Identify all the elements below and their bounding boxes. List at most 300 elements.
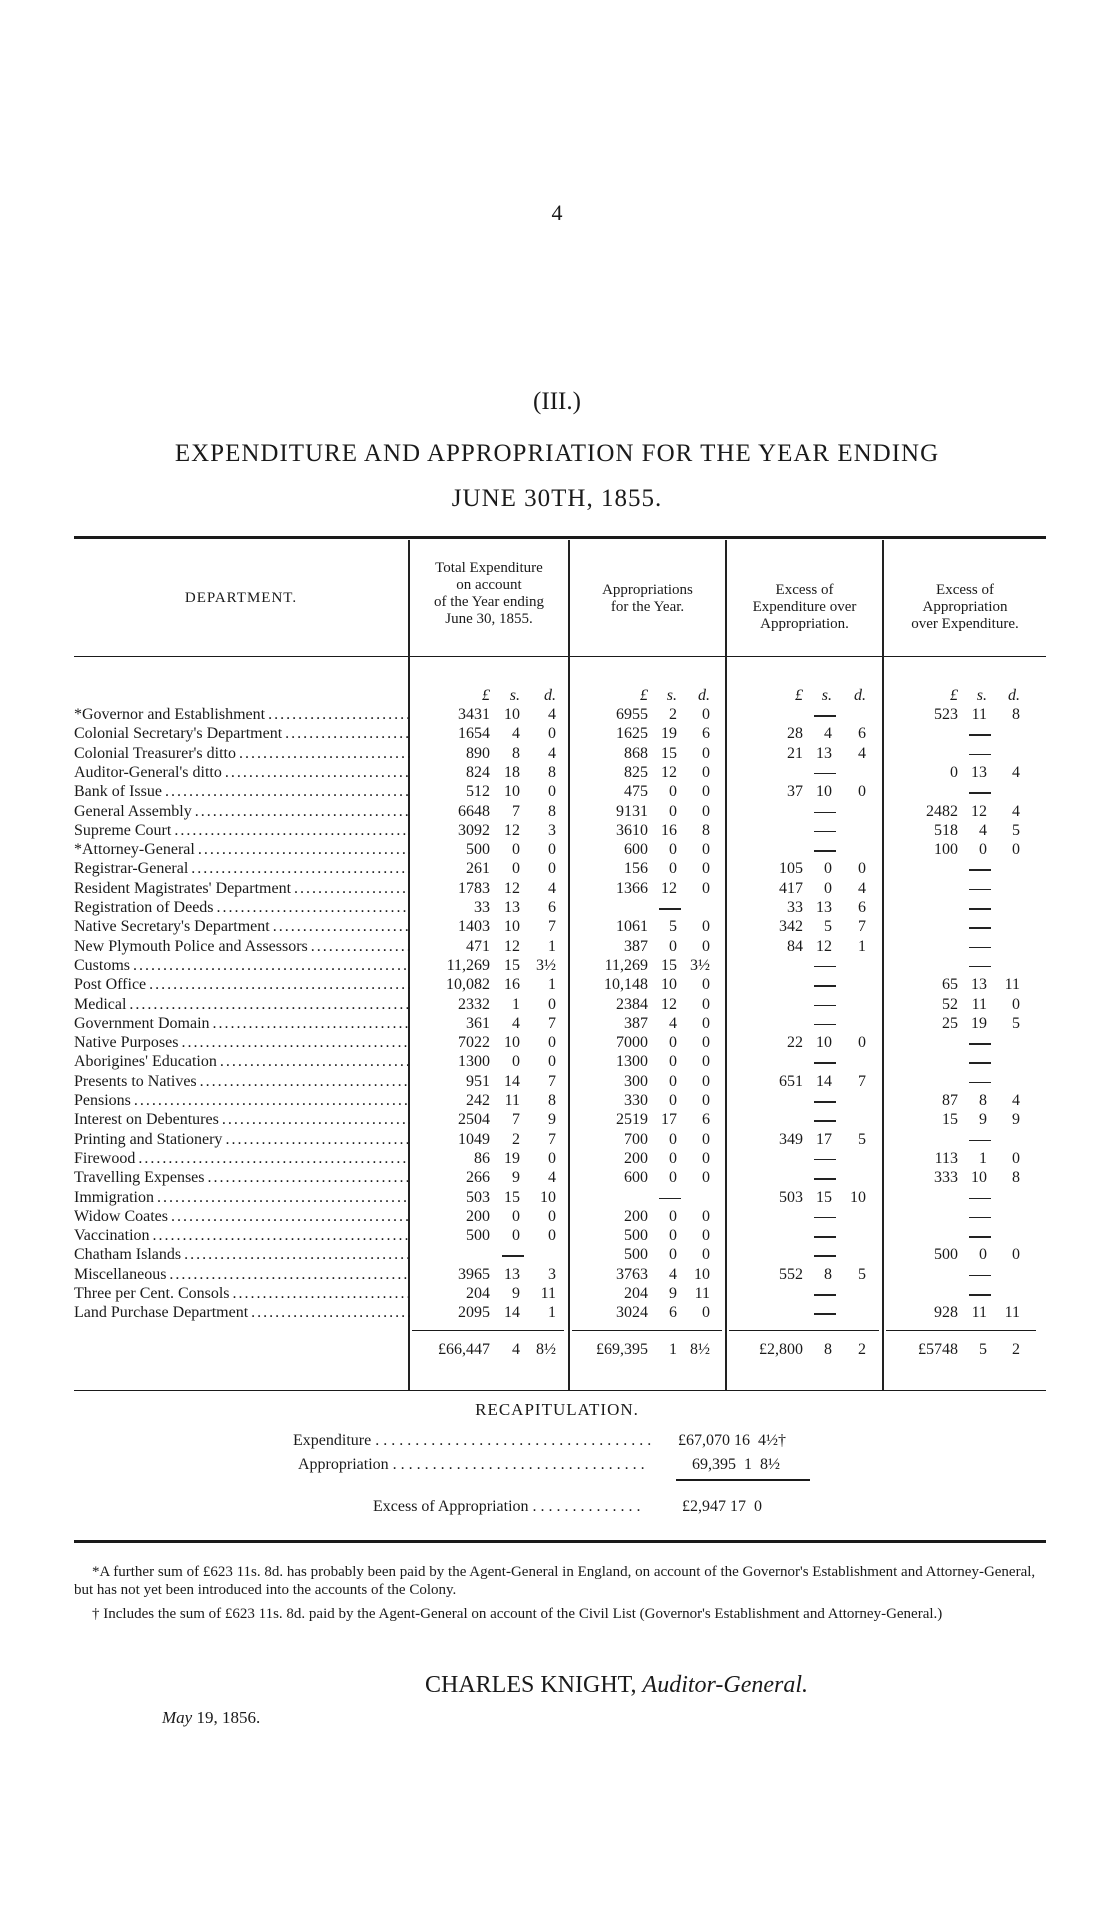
exp-pounds: 503	[466, 1188, 490, 1206]
app-pence: 0	[702, 976, 710, 994]
app-shillings: 17	[661, 1111, 677, 1129]
department-name: Pensions . . .	[74, 1091, 410, 1110]
ee-pence: 6	[858, 899, 866, 916]
ea-pounds: 523	[934, 706, 958, 723]
exp-shillings: 13	[504, 899, 520, 916]
dash-nil	[969, 1062, 991, 1064]
exp-pounds: 951	[466, 1072, 490, 1090]
dash-nil	[969, 734, 991, 736]
dash-nil	[969, 1217, 991, 1219]
ee-pence: 0	[858, 860, 866, 878]
exp-pence: 4	[548, 1169, 556, 1187]
ee-pounds: 105	[779, 860, 803, 878]
exp-pence: 6	[548, 899, 556, 916]
app-shillings: 5	[669, 918, 677, 936]
dash-nil	[969, 1198, 991, 1200]
table-row	[0, 821, 1114, 840]
ea-pounds: £5748	[918, 1341, 958, 1358]
app-shillings: 0	[669, 841, 677, 859]
app-pence: 0	[702, 995, 710, 1013]
exp-shillings: 10	[504, 918, 520, 936]
app-pounds: 200	[624, 1149, 648, 1167]
dash-nil	[969, 927, 991, 929]
exp-shillings: 16	[504, 976, 520, 994]
dash-nil	[659, 1198, 681, 1200]
ee-shillings: 10	[816, 1034, 832, 1052]
footnote-2: † Includes the sum of £623 11s. 8d. paid by the Agent-General on account of the Civil List (Governor's Establishment and Attorney-General.)	[92, 1606, 943, 1622]
app-pence: 0	[702, 1304, 710, 1322]
ea-pence: 0	[1012, 1246, 1020, 1264]
app-pounds: 1300	[616, 1053, 648, 1071]
ee-pence: 2	[858, 1341, 866, 1358]
header-rule	[74, 656, 1046, 657]
app-pence: 10	[694, 1265, 710, 1283]
exp-pence: 1	[548, 937, 556, 955]
exp-shillings: 15	[504, 956, 520, 974]
table-row	[0, 1072, 1114, 1091]
exp-pounds: 512	[466, 783, 490, 801]
recap-expenditure-value: £67,070 16 4½†	[678, 1432, 786, 1449]
table-row	[0, 782, 1114, 801]
dash-nil	[502, 1255, 524, 1257]
ee-shillings: 15	[816, 1188, 832, 1206]
title-line-1: EXPENDITURE AND APPROPRIATION FOR THE YEAR ENDING	[174, 440, 940, 467]
exp-pounds: 890	[466, 744, 490, 762]
table-row	[0, 840, 1114, 859]
app-shillings: 9	[669, 1285, 677, 1302]
exp-shillings: 11	[504, 1092, 520, 1109]
app-pounds: 1366	[616, 879, 648, 897]
app-pence: 11	[694, 1285, 710, 1302]
department-name: Bank of Issue . . .	[74, 782, 410, 801]
ee-pence: 0	[858, 1034, 866, 1052]
app-pounds: 2384	[616, 995, 648, 1013]
label: Appropriation	[298, 1456, 389, 1473]
ee-pence: 10	[850, 1188, 866, 1206]
table-row	[0, 917, 1114, 936]
exp-pence: 0	[548, 1053, 556, 1071]
department-name: Three per Cent. Consols . . .	[74, 1284, 410, 1303]
dash-nil	[969, 754, 991, 756]
ea-pence: 0	[1012, 841, 1020, 859]
exp-pence: 0	[548, 841, 556, 859]
table-row	[0, 1303, 1114, 1322]
exp-pence: 3	[548, 1265, 556, 1283]
ea-pounds: 52	[942, 995, 958, 1013]
header-total-expenditure	[410, 560, 568, 628]
app-shillings: 4	[669, 1014, 677, 1032]
department-name: Land Purchase Department . . .	[74, 1303, 410, 1322]
ee-shillings: 13	[816, 744, 832, 762]
dash-nil	[814, 1101, 836, 1103]
dash-nil	[814, 1024, 836, 1026]
app-pounds: 300	[624, 1072, 648, 1090]
app-pence: 0	[702, 1034, 710, 1052]
app-pounds: 10,148	[604, 976, 648, 994]
app-shillings: 0	[669, 1246, 677, 1264]
app-pence: 0	[702, 1053, 710, 1071]
app-shillings: 0	[669, 802, 677, 820]
app-pence: 0	[702, 1246, 710, 1264]
exp-pence: 9	[548, 1111, 556, 1129]
app-pounds: 1625	[616, 725, 648, 743]
exp-pounds: 1403	[458, 918, 490, 936]
app-pounds: 9131	[616, 802, 648, 820]
app-pence: 0	[702, 1227, 710, 1245]
exp-shillings: 0	[512, 1207, 520, 1225]
unit-shilling: s.	[666, 687, 677, 704]
app-pounds: 1061	[616, 918, 648, 936]
department-name: Immigration . . .	[74, 1188, 410, 1207]
ee-pence: 4	[858, 879, 866, 897]
header-line: Excess of	[775, 582, 834, 598]
ea-pounds: 0	[950, 763, 958, 781]
app-pounds: 204	[624, 1285, 648, 1302]
exp-shillings: 12	[504, 821, 520, 839]
table-row	[0, 1091, 1114, 1110]
totals-row	[0, 1340, 1114, 1359]
exp-shillings: 10	[504, 783, 520, 801]
unit-pound: £	[795, 687, 803, 704]
department-name: Presents to Natives . . .	[74, 1072, 410, 1091]
department-name: Aborigines' Education . . .	[74, 1052, 410, 1071]
unit-shilling: s.	[509, 687, 520, 704]
exp-shillings: 19	[504, 1149, 520, 1167]
app-pence: 0	[702, 1207, 710, 1225]
ee-shillings: 5	[824, 918, 832, 936]
ee-pence: 5	[858, 1265, 866, 1283]
exp-pence: 0	[548, 1227, 556, 1245]
table-row	[0, 1265, 1114, 1284]
footnote-rule	[74, 1540, 1046, 1543]
app-pounds: 475	[624, 783, 648, 801]
header-line: Expenditure over	[752, 599, 857, 615]
app-pence: 0	[702, 1149, 710, 1167]
department-name: Post Office . . .	[74, 975, 410, 994]
recap-expenditure-label: Expenditure . . . . . . . . . . . . . . . . . . . . . . . . . . . . . . . . . . .	[293, 1432, 652, 1449]
page-number: 4	[551, 200, 563, 225]
dash-nil	[969, 889, 991, 891]
ea-pence: 4	[1012, 763, 1020, 781]
ea-shillings: 13	[971, 976, 987, 994]
department-name: Resident Magistrates' Department . . .	[74, 879, 410, 898]
exp-shillings: 7	[512, 1111, 520, 1129]
app-pounds: 156	[624, 860, 648, 878]
table-row	[0, 879, 1114, 898]
ee-pence: 1	[858, 937, 866, 955]
units-row	[0, 686, 1114, 705]
app-pounds: 387	[624, 937, 648, 955]
dash-nil	[814, 812, 836, 814]
app-shillings: 12	[661, 763, 677, 781]
app-pounds: £69,395	[596, 1341, 648, 1358]
app-shillings: 0	[669, 1072, 677, 1090]
exp-pounds: 1300	[458, 1053, 490, 1071]
exp-pence: 1	[548, 1304, 556, 1322]
header-line: for the Year.	[610, 599, 685, 615]
exp-pounds: 361	[466, 1014, 490, 1032]
recap-rule	[676, 1479, 810, 1481]
department-name: General Assembly . . .	[74, 802, 410, 821]
app-pounds: 200	[624, 1207, 648, 1225]
app-pence: 0	[702, 937, 710, 955]
ee-shillings: 4	[824, 725, 832, 743]
ea-pounds: 65	[942, 976, 958, 994]
dash-nil	[969, 1236, 991, 1238]
exp-pence: 8	[548, 1092, 556, 1109]
app-pence: 3½	[690, 956, 710, 974]
dash-nil	[659, 908, 681, 910]
table-row	[0, 1188, 1114, 1207]
app-pence: 6	[702, 725, 710, 743]
ee-shillings: 14	[816, 1072, 832, 1090]
exp-shillings: 9	[512, 1169, 520, 1187]
app-shillings: 0	[669, 1149, 677, 1167]
exp-pounds: 2504	[458, 1111, 490, 1129]
department-name: Travelling Expenses . . .	[74, 1168, 410, 1187]
app-pounds: 330	[624, 1092, 648, 1109]
department-name: Interest on Debentures . . .	[74, 1110, 410, 1129]
exp-pounds: 3965	[458, 1265, 490, 1283]
unit-pence: d.	[854, 687, 866, 704]
header-department: DEPARTMENT.	[184, 590, 298, 606]
department-name: Firewood . . .	[74, 1149, 410, 1168]
signature-name: CHARLES KNIGHT,	[425, 1672, 637, 1698]
table-row	[0, 1033, 1114, 1052]
dash-nil	[969, 1294, 991, 1296]
ea-pence: 0	[1012, 1149, 1020, 1167]
unit-pence: d.	[1008, 687, 1020, 704]
ee-pounds: 349	[779, 1130, 803, 1148]
dash-nil	[969, 869, 991, 871]
recap-excess-label: Excess of Appropriation . . . . . . . . . . . . . .	[373, 1498, 641, 1515]
app-pounds: 11,269	[604, 956, 648, 974]
exp-pounds: 1049	[458, 1130, 490, 1148]
title-line-2: JUNE 30TH, 1855.	[451, 485, 663, 512]
total-rule	[886, 1330, 1036, 1331]
app-pence: 0	[702, 1169, 710, 1187]
exp-pence: 4	[548, 706, 556, 723]
ee-shillings: 17	[816, 1130, 832, 1148]
ea-shillings: 19	[971, 1014, 987, 1032]
exp-pence: 0	[548, 725, 556, 743]
app-pounds: 825	[624, 763, 648, 781]
app-shillings: 0	[669, 1034, 677, 1052]
app-shillings: 0	[669, 1092, 677, 1109]
dash-nil	[969, 1043, 991, 1045]
app-pence: 0	[702, 1014, 710, 1032]
ee-pence: 0	[858, 783, 866, 801]
department-name: Native Secretary's Department . . .	[74, 917, 410, 936]
app-shillings: 19	[661, 725, 677, 743]
department-name: Native Purposes . . .	[74, 1033, 410, 1052]
app-pence: 8	[702, 821, 710, 839]
ee-pence: 5	[858, 1130, 866, 1148]
ea-pence: 8	[1012, 1169, 1020, 1187]
unit-pound: £	[640, 687, 648, 704]
exp-pence: 0	[548, 1149, 556, 1167]
ea-shillings: 0	[979, 1246, 987, 1264]
exp-pounds: 824	[466, 763, 490, 781]
exp-shillings: 0	[512, 1053, 520, 1071]
app-shillings: 0	[669, 1227, 677, 1245]
dash-nil	[814, 1236, 836, 1238]
exp-pounds: 204	[466, 1285, 490, 1302]
ea-shillings: 10	[971, 1169, 987, 1187]
app-pounds: 868	[624, 744, 648, 762]
ea-pounds: 928	[934, 1304, 958, 1322]
ea-shillings: 1	[979, 1149, 987, 1167]
department-name: Auditor-General's ditto . . .	[74, 763, 410, 782]
exp-pounds: 11,269	[446, 956, 490, 974]
ee-pence: 6	[858, 725, 866, 743]
exp-shillings: 12	[504, 937, 520, 955]
exp-pounds: 471	[466, 937, 490, 955]
dash-nil	[814, 831, 836, 833]
app-shillings: 15	[661, 744, 677, 762]
exp-pounds: 242	[466, 1092, 490, 1109]
unit-pound: £	[482, 687, 490, 704]
exp-pounds: 2332	[458, 995, 490, 1013]
dash-nil	[969, 947, 991, 949]
department-name: Widow Coates . . .	[74, 1207, 410, 1226]
exp-shillings: 13	[504, 1265, 520, 1283]
label: Excess of Appropriation	[373, 1498, 529, 1515]
header-excess-expenditure	[727, 582, 882, 633]
exp-pence: 8	[548, 802, 556, 820]
app-shillings: 0	[669, 937, 677, 955]
table-row	[0, 705, 1114, 724]
header-line: Appropriations	[602, 582, 693, 598]
app-pence: 0	[702, 918, 710, 936]
table-row	[0, 744, 1114, 763]
unit-pence: d.	[544, 687, 556, 704]
dash-nil	[814, 850, 836, 852]
table-row	[0, 1245, 1114, 1264]
total-rule	[412, 1330, 564, 1331]
ea-pence: 2	[1012, 1341, 1020, 1358]
exp-shillings: 10	[504, 706, 520, 723]
header-excess-appropriation	[884, 582, 1046, 633]
exp-pounds: 261	[466, 860, 490, 878]
ea-pounds: 500	[934, 1246, 958, 1264]
app-pence: 0	[702, 841, 710, 859]
exp-pence: 4	[548, 879, 556, 897]
app-pence: 0	[702, 1072, 710, 1090]
app-pence: 0	[702, 744, 710, 762]
exp-shillings: 14	[504, 1304, 520, 1322]
unit-pound: £	[950, 687, 958, 704]
ea-pounds: 100	[934, 841, 958, 859]
ee-shillings: 12	[816, 937, 832, 955]
exp-pence: 8	[548, 763, 556, 781]
dash-nil	[814, 1217, 836, 1219]
department-name: Medical . . .	[74, 995, 410, 1014]
app-pounds: 2519	[616, 1111, 648, 1129]
app-pence: 0	[702, 879, 710, 897]
unit-pence: d.	[698, 687, 710, 704]
exp-pence: 8½	[536, 1341, 556, 1358]
header-line: Appropriation.	[760, 616, 849, 632]
exp-shillings: 12	[504, 879, 520, 897]
ea-shillings: 4	[979, 821, 987, 839]
ea-pounds: 2482	[926, 802, 958, 820]
department-name: Miscellaneous . . .	[74, 1265, 410, 1284]
app-shillings: 0	[669, 860, 677, 878]
department-name: Government Domain . . .	[74, 1014, 410, 1033]
ea-pence: 11	[1004, 976, 1020, 994]
exp-pence: 7	[548, 1014, 556, 1032]
ea-pounds: 518	[934, 821, 958, 839]
ea-pence: 4	[1012, 1092, 1020, 1109]
app-pence: 0	[702, 1130, 710, 1148]
dash-nil	[814, 1062, 836, 1064]
dash-nil	[814, 1313, 836, 1315]
ea-pounds: 113	[934, 1149, 958, 1167]
exp-pence: 0	[548, 860, 556, 878]
exp-pence: 0	[548, 995, 556, 1013]
department-name: New Plymouth Police and Assessors . . .	[74, 937, 410, 956]
app-pounds: 3610	[616, 821, 648, 839]
dash-nil	[814, 1294, 836, 1296]
dash-nil	[969, 966, 991, 968]
date	[162, 1708, 260, 1728]
ea-shillings: 8	[979, 1092, 987, 1109]
app-pence: 0	[702, 763, 710, 781]
app-pounds: 500	[624, 1246, 648, 1264]
signature-title: Auditor-General.	[642, 1672, 809, 1698]
ee-pounds: 84	[787, 937, 803, 955]
app-shillings: 0	[669, 1169, 677, 1187]
ea-shillings: 12	[971, 802, 987, 820]
app-pounds: 700	[624, 1130, 648, 1148]
exp-shillings: 4	[512, 1341, 520, 1358]
table-row	[0, 859, 1114, 878]
exp-pounds: 1783	[458, 879, 490, 897]
exp-pence: 4	[548, 744, 556, 762]
app-shillings: 0	[669, 783, 677, 801]
app-pence: 0	[702, 802, 710, 820]
exp-pounds: £66,447	[438, 1341, 490, 1358]
ea-pence: 9	[1012, 1111, 1020, 1129]
ee-pounds: £2,800	[759, 1341, 803, 1358]
exp-shillings: 10	[504, 1034, 520, 1052]
header-line: June 30, 1855.	[445, 611, 533, 627]
unit-shilling: s.	[976, 687, 987, 704]
exp-pounds: 3092	[458, 821, 490, 839]
app-pence: 8½	[690, 1341, 710, 1358]
exp-shillings: 0	[512, 860, 520, 878]
table-row	[0, 1110, 1114, 1129]
table-row	[0, 763, 1114, 782]
ee-pounds: 21	[787, 744, 803, 762]
exp-pence: 7	[548, 1072, 556, 1090]
ea-pence: 0	[1012, 995, 1020, 1013]
footnote-1: *A further sum of £623 11s. 8d. has probably been paid by the Agent-General in England, on account of the Governor's Establishment and Attorney-General, but has not yet been introduced into the accounts of the Colony.	[74, 1564, 1036, 1598]
app-shillings: 12	[661, 995, 677, 1013]
exp-pounds: 266	[466, 1169, 490, 1187]
app-shillings: 0	[669, 1130, 677, 1148]
ea-shillings: 11	[971, 706, 987, 723]
department-name: Colonial Treasurer's ditto . . .	[74, 744, 410, 763]
exp-pence: 0	[548, 1034, 556, 1052]
ea-pence: 11	[1004, 1304, 1020, 1322]
dash-nil	[814, 715, 836, 717]
app-pounds: 387	[624, 1014, 648, 1032]
ea-pounds: 25	[942, 1014, 958, 1032]
exp-shillings: 0	[512, 1227, 520, 1245]
ee-pence: 4	[858, 744, 866, 762]
